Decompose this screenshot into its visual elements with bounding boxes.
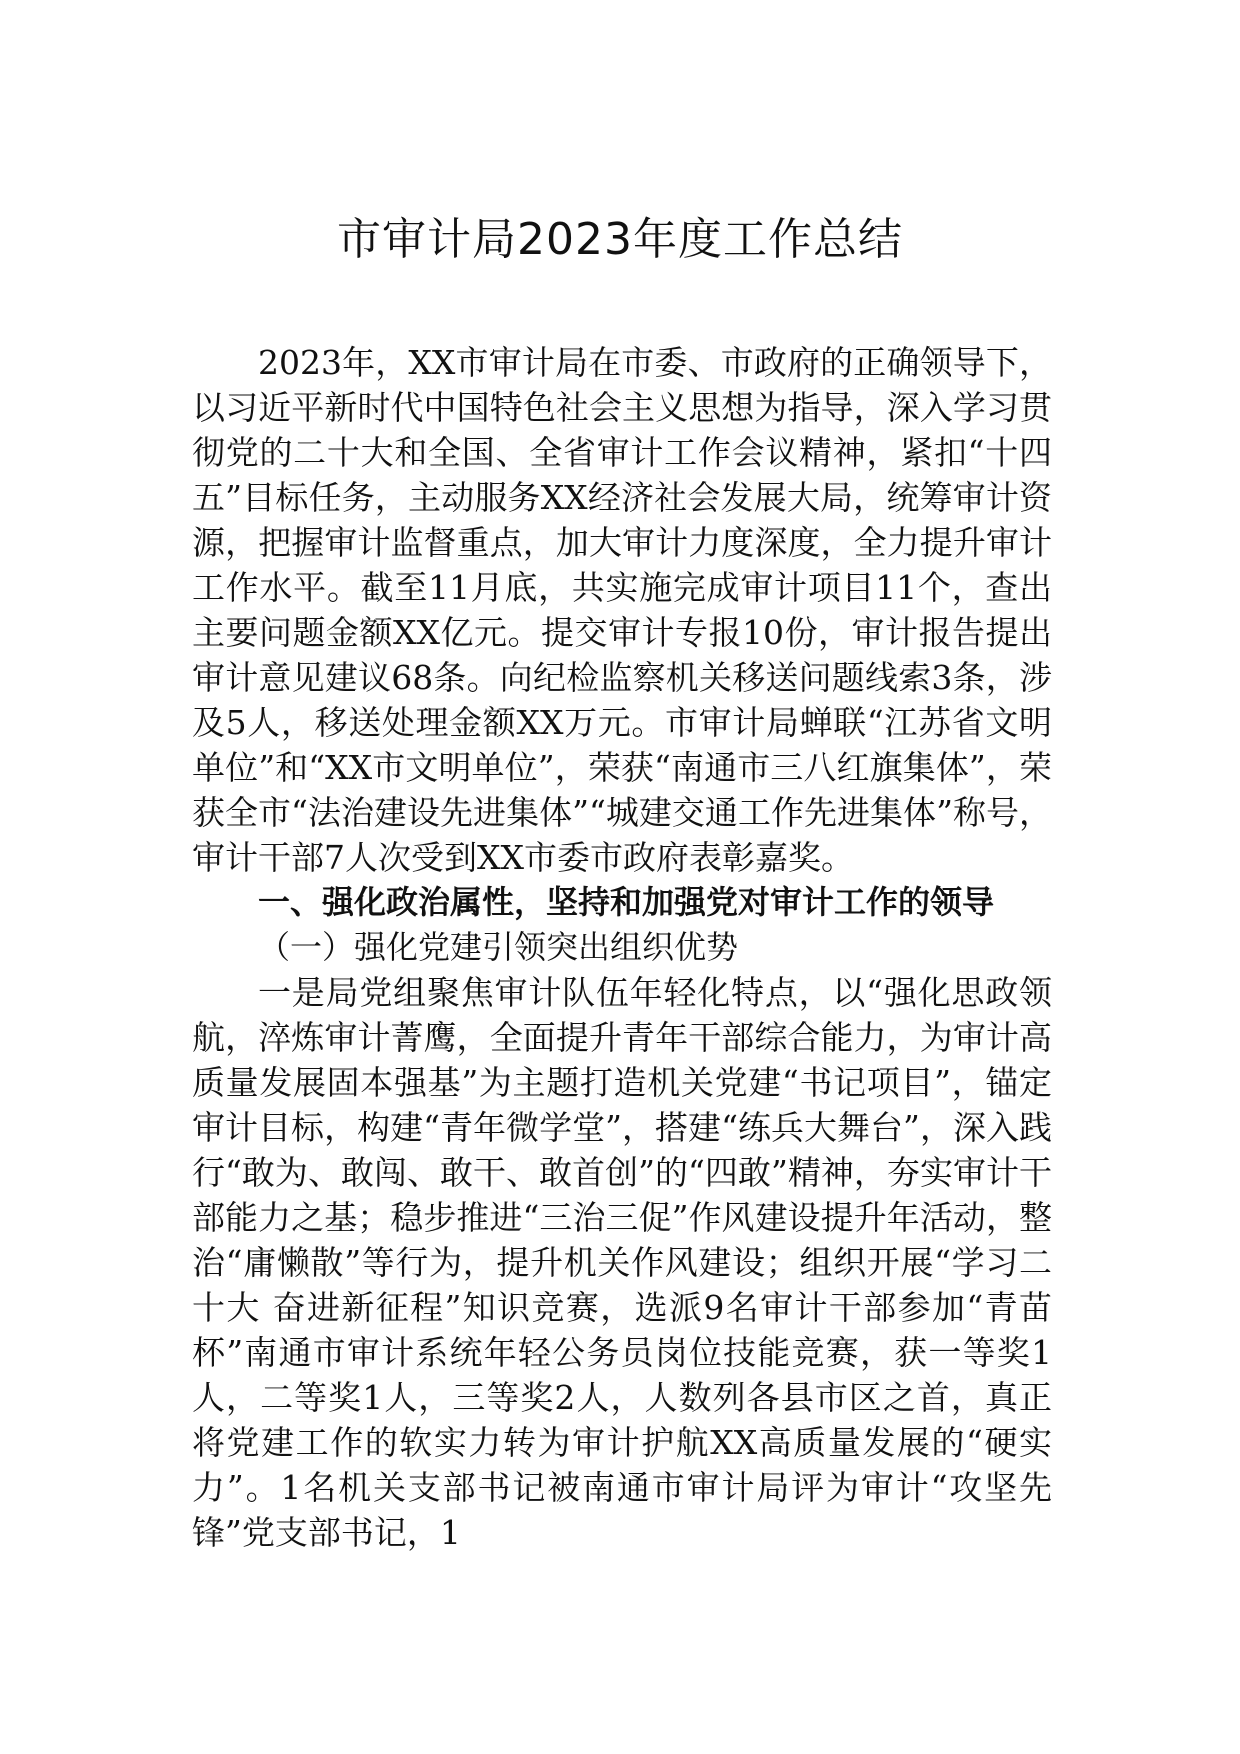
document-body xyxy=(192,340,1052,1555)
subsection-heading: （一）强化党建引领突出组织优势 xyxy=(258,928,739,966)
intro-paragraph: 2023年，XX市审计局在市委、市政府的正确领导下，以习近平新时代中国特色社会主义思想为指导，深入学习贯彻党的二十大和全国、全省审计工作会议精神，紧扣“十四五”目标任务，主动服务XX经济社会发展大局，统筹审计资源，把握审计监督重点，加大审计力度深度，全力提升审计工作水平。截至11月底，共实施完成审计项目11个，查出主要问题金额XX亿元。提交审计专报10份，审计报告提出审计意见建议68条。向纪检监察机关移送问题线索3条，涉及5人，移送处理金额XX万元。市审计局蝉联“江苏省文明单位”和“XX市文明单位”，荣获“南通市三八红旗集体”，荣获全市“法治建设先进集体”“城建交通工作先进集体”称号，审计干部7人次受到XX市委市政府表彰嘉奖。 xyxy=(192,343,1052,877)
section-heading: 一、强化政治属性，坚持和加强党对审计工作的领导 xyxy=(258,883,995,921)
body-paragraph: 一是局党组聚焦审计队伍年轻化特点，以“强化思政领航，淬炼审计菁鹰，全面提升青年干部综合能力，为审计高质量发展固本强基”为主题打造机关党建“书记项目”，锚定审计目标，构建“青年微学堂”，搭建“练兵大舞台”，深入践行“敢为、敢闯、敢干、敢首创”的“四敢”精神，夯实审计干部能力之基；稳步推进“三治三促”作风建设提升年活动，整治“庸懒散”等行为，提升机关作风建设；组织开展“学习二十大 奋进新征程”知识竞赛，选派9名审计干部参加“青苗杯”南通市审计系统年轻公务员岗位技能竞赛，获一等奖1人，二等奖1人，三等奖2人，人数列各县市区之首，真正将党建工作的软实力转为审计护航XX高质量发展的“硬实力”。1名机关支部书记被南通市审计局评为审计“攻坚先锋”党支部书记，1 xyxy=(192,973,1052,1552)
document-title: 市审计局2023年度工作总结 xyxy=(337,214,903,265)
